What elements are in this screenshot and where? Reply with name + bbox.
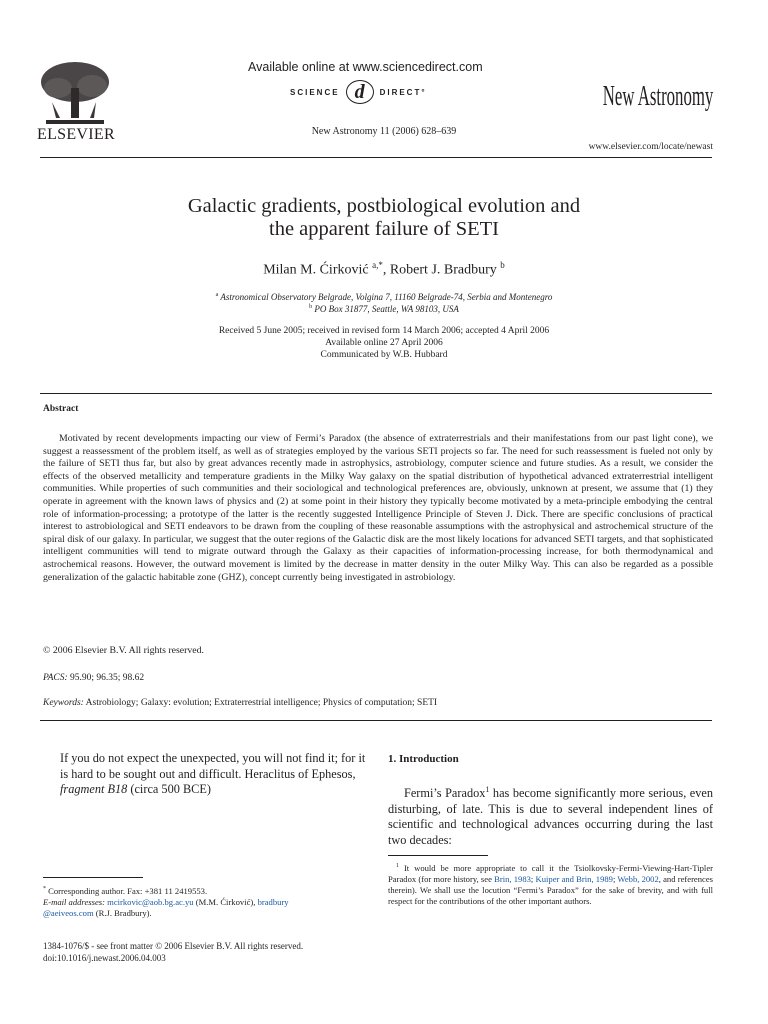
- abstract-bottom-rule: [40, 720, 712, 721]
- author-2: Robert J. Bradbury: [389, 262, 497, 278]
- copyright-notice: © 2006 Elsevier B.V. All rights reserved.: [43, 645, 204, 656]
- email-1-name: (M.M. Ćirković),: [195, 896, 256, 907]
- ref-webb-2002[interactable]: Webb, 2002: [617, 873, 659, 884]
- footnote-1-mark: 1: [396, 863, 399, 869]
- pacs-value: 95.90; 96.35; 98.62: [70, 673, 145, 683]
- front-matter: [43, 940, 303, 964]
- email-label: E-mail addresses:: [43, 896, 105, 907]
- available-date: Available online 27 April 2006: [325, 338, 443, 348]
- affiliation-b: [0, 304, 768, 314]
- ref-brin-1983[interactable]: Brin, 1983: [494, 873, 531, 884]
- front-matter-line-1: 1384-1076/$ - see front matter © 2006 Elsevier B.V. All rights reserved.: [43, 941, 304, 951]
- abstract-text: Motivated by recent developments impacting our view of Fermi’s Paradox (the absence of extraterrestrials and their manifestations from our past light cone), we suggest a reassessment of the problem itself, as well as of strategies employed by the various SETI projects so far. The need for such reassessment is fueled not only by the failure of SETI thus far, but also by great advances recently made in astrophysics, astrobiology, computer science and future studies. As a result, we consider the effects of the observed metallicity and temperature gradients in the Milky Way galaxy on the spatial distribution of hypothetical advanced extraterrestrial intelligent communities. While properties of such communities and their sociological and technological preferences are, obviously, unknown at present, we assume that (1) they operate in agreement with the known laws of physics and (2) at some point in their history they typically become motivated by a meta-principle embodying the central role of information-processing; a prototype of the latter is the recently suggested Intelligence Principle of Steven J. Dick. There are specific conclusions of practical interest to astrobiological and SETI endeavors to be drawn from the coupling of these reasonable assumptions with the astrophysical and astrochemical structure of the spiral disk of our galaxy. In particular, we suggest that the outer regions of the Galactic disk are the most likely locations for advanced SETI targets, and that sophisticated intelligent communities will tend to migrate outward through the Galaxy as their capacities of information-processing increase, for both thermodynamical and astrochemical reasons. However, the outward movement is limited by the decrease in matter density in the outer Milky Way. This can also be regarded as a possible generalization of the galactic habitable zone (GHZ), concept currently being investigated in astrobiology.: [43, 433, 713, 583]
- doi-line: doi:10.1016/j.newast.2006.04.003: [43, 953, 166, 963]
- author-1-sup: a,*: [372, 260, 383, 270]
- left-footnote-rule: [43, 877, 143, 878]
- email-2-link-b[interactable]: @aeiveos.com: [43, 907, 94, 918]
- sd-mark: d: [346, 80, 374, 104]
- footnote-1: [388, 861, 713, 907]
- keywords-value: Astrobiology; Galaxy: evolution; Extraterrestrial intelligence; Physics of computation; SETI: [85, 698, 438, 708]
- affil-b-mark: b: [309, 304, 313, 310]
- available-online-text: Available online at www.sciencedirect.com: [248, 60, 483, 74]
- footnote-1-sep-2: ;: [612, 873, 616, 884]
- title-line-1: Galactic gradients, postbiological evolution and: [187, 195, 581, 217]
- affil-a-text: Astronomical Observatory Belgrade, Volgina 7, 11160 Belgrade-74, Serbia and Montenegro: [220, 292, 553, 302]
- article-dates: [0, 325, 768, 361]
- footnote-1-sep-1: ;: [530, 873, 534, 884]
- intro-heading: 1. Introduction: [388, 753, 459, 765]
- corresponding-line: [43, 884, 368, 897]
- epigraph-text: If you do not expect the unexpected, you will not find it; for it is hard to be sought out and difficult. Heraclitus of Ephesos,: [60, 751, 366, 781]
- epigraph-ref: fragment B18: [60, 782, 128, 796]
- pacs-line: [43, 673, 144, 683]
- intro-paragraph: [388, 782, 713, 848]
- elsevier-tree-logo: [36, 58, 114, 128]
- corresponding-mark: *: [43, 886, 46, 892]
- epigraph: [60, 751, 370, 798]
- publisher-name: ELSEVIER: [37, 126, 115, 143]
- footnote-1-text-a: It would be more appropriate to call it the Tsiolkovsky-Fermi-Viewing-Hart-Tipler Paradox (for more history, see: [388, 862, 714, 884]
- affil-b-text: PO Box 31877, Seattle, WA 98103, USA: [314, 304, 459, 314]
- footnote-1-ref[interactable]: 1: [485, 785, 490, 794]
- abstract-heading: Abstract: [43, 404, 79, 414]
- sd-right: DIRECT°: [379, 87, 427, 97]
- author-2-sup: b: [500, 260, 505, 270]
- header-rule: [40, 157, 712, 158]
- sd-left: SCIENCE: [290, 87, 340, 97]
- journal-reference: New Astronomy 11 (2006) 628–639: [311, 126, 457, 137]
- affil-a-mark: a: [215, 292, 219, 298]
- pacs-label: PACS:: [43, 673, 68, 683]
- title-line-2: the apparent failure of SETI: [269, 218, 499, 240]
- keywords-line: [43, 698, 437, 708]
- journal-title: New Astronomy: [602, 81, 713, 112]
- footnote-1-text-b: , and references therein). We shall use the locution “Fermi’s Paradox” for the sake of brevity, and with full respect for the contributions of the other important authors.: [388, 873, 714, 906]
- corresponding-text: Corresponding author. Fax: +381 11 2419553.: [48, 885, 208, 896]
- intro-rest: has become significantly more serious, even disturbing, of late. This is due to several independent lines of scientific and technological advances occurring during the last two decades:: [388, 786, 713, 847]
- journal-url[interactable]: www.elsevier.com/locate/newast: [588, 142, 713, 152]
- email-1-link[interactable]: mcirkovic@aob.bg.ac.yu: [107, 896, 194, 907]
- author-1: Milan M. Ćirković: [263, 262, 369, 278]
- article-title: [0, 195, 768, 241]
- email-2-link-a[interactable]: bradbury: [257, 896, 289, 907]
- epigraph-tail: (circa 500 BCE): [130, 782, 211, 796]
- intro-start: Fermi’s Paradox: [404, 786, 486, 801]
- received-dates: Received 5 June 2005; received in revised form 14 March 2006; accepted 4 April 2006: [218, 326, 550, 336]
- corresponding-footnote: [43, 884, 368, 919]
- communicated-by: Communicated by W.B. Hubbard: [320, 350, 448, 360]
- keywords-label: Keywords:: [43, 698, 84, 708]
- author-list: Milan M. Ćirković $^{a,*}$, Robert J. Bradbury $^b$: [263, 260, 505, 278]
- sciencedirect-logo: [290, 80, 427, 104]
- ref-kuiper-brin-1989[interactable]: Kuiper and Brin, 1989: [535, 873, 613, 884]
- email-2-name: (R.J. Bradbury).: [95, 907, 152, 918]
- email-line: [43, 897, 368, 919]
- right-footnote-rule: [388, 855, 488, 856]
- affiliation-a: [0, 292, 768, 302]
- abstract-top-rule: [40, 393, 712, 394]
